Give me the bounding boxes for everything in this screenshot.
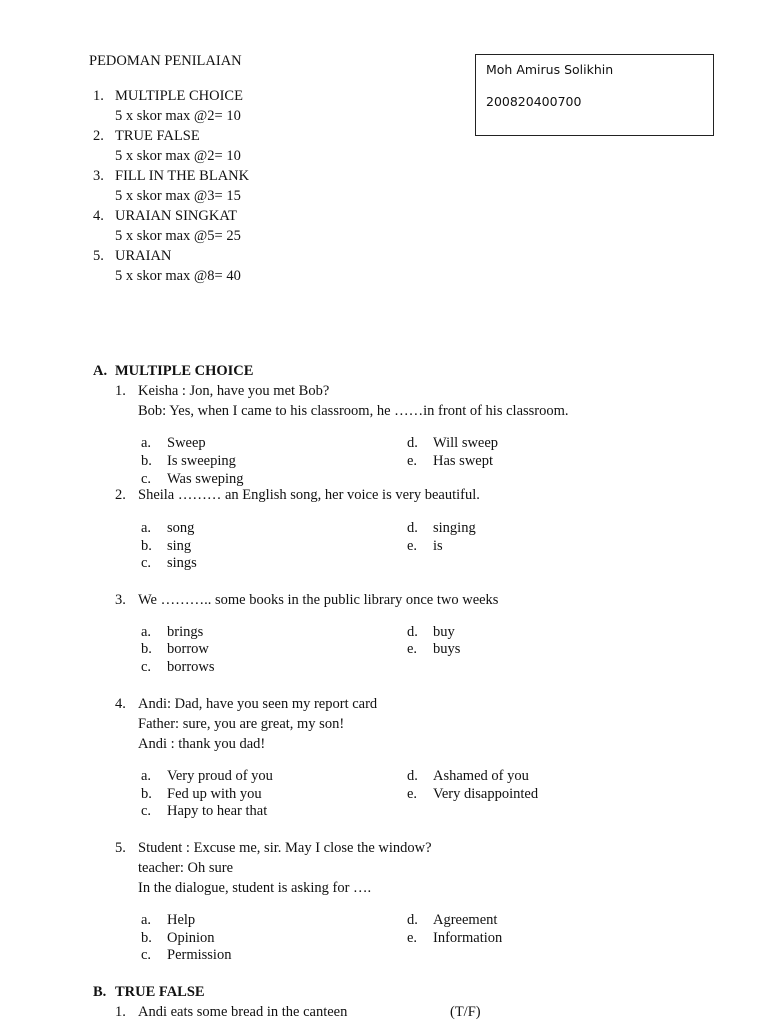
question-text: Student : Excuse me, sir. May I close the window? bbox=[138, 840, 432, 856]
option-text: singing bbox=[433, 520, 476, 536]
question-text: We ……….. some books in the public library once two weeks bbox=[138, 592, 499, 608]
criteria-type: URAIAN bbox=[115, 248, 172, 264]
criteria-item bbox=[93, 166, 493, 186]
criteria-score-row bbox=[93, 226, 493, 246]
option-text: Very proud of you bbox=[167, 768, 273, 784]
option-letter: e. bbox=[407, 453, 418, 469]
option-letter: b. bbox=[141, 930, 152, 946]
option-d bbox=[407, 911, 497, 929]
option-text: Permission bbox=[167, 947, 232, 963]
option-c bbox=[141, 802, 267, 820]
option-letter: e. bbox=[407, 930, 418, 946]
option-c bbox=[141, 658, 215, 676]
option-letter: e. bbox=[407, 786, 418, 802]
option-text: Help bbox=[167, 912, 196, 928]
option-letter: b. bbox=[141, 786, 152, 802]
option-text: Agreement bbox=[433, 912, 498, 928]
question-text: Andi: Dad, have you seen my report card bbox=[138, 696, 378, 712]
option-text: Very disappointed bbox=[433, 786, 539, 802]
option-c bbox=[141, 946, 231, 964]
option-text: sing bbox=[167, 538, 192, 554]
criteria-score-row bbox=[93, 266, 493, 286]
option-text: sings bbox=[167, 555, 197, 571]
criteria-item bbox=[93, 126, 493, 146]
tf-answer-mark: (T/F) bbox=[450, 1004, 481, 1020]
question-text: Keisha : Jon, have you met Bob? bbox=[138, 383, 330, 399]
criteria-score: 5 x skor max @2= 10 bbox=[115, 108, 241, 124]
option-text: Fed up with you bbox=[167, 786, 262, 802]
criteria-number: 5. bbox=[93, 248, 104, 264]
criteria-score-row bbox=[93, 186, 493, 206]
criteria-score: 5 x skor max @3= 15 bbox=[115, 188, 241, 204]
option-e bbox=[407, 785, 538, 803]
criteria-number: 2. bbox=[93, 128, 104, 144]
option-b bbox=[141, 785, 262, 803]
student-name: Moh Amirus Solikhin bbox=[486, 62, 614, 77]
question-number: 5. bbox=[115, 840, 126, 856]
option-a bbox=[141, 911, 195, 929]
option-text: borrow bbox=[167, 641, 209, 657]
option-b bbox=[141, 640, 209, 658]
option-text: Will sweep bbox=[433, 435, 499, 451]
option-d bbox=[407, 519, 476, 537]
option-letter: d. bbox=[407, 520, 418, 536]
criteria-type: MULTIPLE CHOICE bbox=[115, 88, 243, 104]
section-title: MULTIPLE CHOICE bbox=[115, 363, 254, 379]
question-text: Bob: Yes, when I came to his classroom, he ……in front of his classroom. bbox=[138, 403, 569, 419]
option-letter: a. bbox=[141, 520, 152, 536]
question-number: 3. bbox=[115, 592, 126, 608]
option-letter: c. bbox=[141, 803, 152, 819]
option-letter: d. bbox=[407, 768, 418, 784]
option-b bbox=[141, 452, 236, 470]
option-text: Has swept bbox=[433, 453, 494, 469]
option-text: Opinion bbox=[167, 930, 215, 946]
option-text: Ashamed of you bbox=[433, 768, 529, 784]
option-letter: e. bbox=[407, 641, 418, 657]
option-letter: c. bbox=[141, 471, 152, 487]
question-text: Andi eats some bread in the canteen bbox=[138, 1004, 348, 1020]
option-letter: c. bbox=[141, 555, 152, 571]
question-number: 4. bbox=[115, 696, 126, 712]
option-letter: b. bbox=[141, 453, 152, 469]
question-number: 2. bbox=[115, 487, 126, 503]
option-letter: a. bbox=[141, 435, 152, 451]
option-a bbox=[141, 434, 206, 452]
option-text: borrows bbox=[167, 659, 215, 675]
question-3 bbox=[115, 592, 498, 609]
option-b bbox=[141, 537, 191, 555]
question-number: 1. bbox=[115, 383, 126, 399]
option-letter: a. bbox=[141, 768, 152, 784]
criteria-number: 3. bbox=[93, 168, 104, 184]
section-title: TRUE FALSE bbox=[115, 984, 205, 1000]
option-a bbox=[141, 767, 273, 785]
option-text: Is sweeping bbox=[167, 453, 236, 469]
option-letter: d. bbox=[407, 624, 418, 640]
criteria-item bbox=[93, 206, 493, 226]
criteria-type: URAIAN SINGKAT bbox=[115, 208, 238, 224]
option-text: Sweep bbox=[167, 435, 206, 451]
option-letter: a. bbox=[141, 624, 152, 640]
question-number: 1. bbox=[115, 1004, 126, 1020]
criteria-type: FILL IN THE BLANK bbox=[115, 168, 250, 184]
student-info-box bbox=[475, 54, 714, 136]
criteria-score: 5 x skor max @8= 40 bbox=[115, 268, 241, 284]
option-letter: d. bbox=[407, 912, 418, 928]
option-letter: e. bbox=[407, 538, 418, 554]
option-a bbox=[141, 519, 194, 537]
option-letter: c. bbox=[141, 659, 152, 675]
criteria-item bbox=[93, 86, 493, 106]
question-text: Andi : thank you dad! bbox=[138, 736, 266, 752]
option-letter: b. bbox=[141, 538, 152, 554]
option-letter: b. bbox=[141, 641, 152, 657]
criteria-number: 4. bbox=[93, 208, 104, 224]
question-4 bbox=[115, 696, 377, 713]
question-text: Father: sure, you are great, my son! bbox=[138, 716, 345, 732]
option-b bbox=[141, 929, 215, 947]
option-e bbox=[407, 537, 443, 555]
scoring-criteria-list bbox=[93, 86, 493, 286]
student-id: 200820400700 bbox=[486, 94, 582, 109]
section-a-heading bbox=[93, 363, 253, 380]
option-c bbox=[141, 554, 197, 572]
option-d bbox=[407, 623, 455, 641]
option-c bbox=[141, 470, 244, 488]
option-text: Information bbox=[433, 930, 503, 946]
criteria-item bbox=[93, 246, 493, 266]
question-1 bbox=[115, 383, 329, 400]
option-e bbox=[407, 640, 460, 658]
question-text: Sheila ……… an English song, her voice is very beautiful. bbox=[138, 487, 480, 503]
option-text: Was sweping bbox=[167, 471, 244, 487]
option-e bbox=[407, 929, 502, 947]
option-text: brings bbox=[167, 624, 204, 640]
option-e bbox=[407, 452, 493, 470]
criteria-score: 5 x skor max @2= 10 bbox=[115, 148, 241, 164]
section-letter: B. bbox=[93, 984, 107, 1000]
criteria-number: 1. bbox=[93, 88, 104, 104]
question-5 bbox=[115, 840, 432, 857]
tf-question-1 bbox=[115, 1004, 347, 1021]
option-text: song bbox=[167, 520, 195, 536]
option-a bbox=[141, 623, 203, 641]
question-text: teacher: Oh sure bbox=[138, 860, 234, 876]
option-d bbox=[407, 767, 529, 785]
criteria-score: 5 x skor max @5= 25 bbox=[115, 228, 241, 244]
section-b-heading bbox=[93, 984, 205, 1001]
option-text: buys bbox=[433, 641, 461, 657]
question-2 bbox=[115, 487, 480, 504]
criteria-score-row bbox=[93, 146, 493, 166]
option-letter: d. bbox=[407, 435, 418, 451]
option-text: is bbox=[433, 538, 443, 554]
option-letter: a. bbox=[141, 912, 152, 928]
question-text: In the dialogue, student is asking for …. bbox=[138, 880, 372, 896]
option-text: buy bbox=[433, 624, 455, 640]
section-letter: A. bbox=[93, 363, 108, 379]
criteria-score-row bbox=[93, 106, 493, 126]
option-text: Hapy to hear that bbox=[167, 803, 268, 819]
criteria-type: TRUE FALSE bbox=[115, 128, 200, 144]
document-title: PEDOMAN PENILAIAN bbox=[89, 53, 242, 69]
option-d bbox=[407, 434, 498, 452]
option-letter: c. bbox=[141, 947, 152, 963]
